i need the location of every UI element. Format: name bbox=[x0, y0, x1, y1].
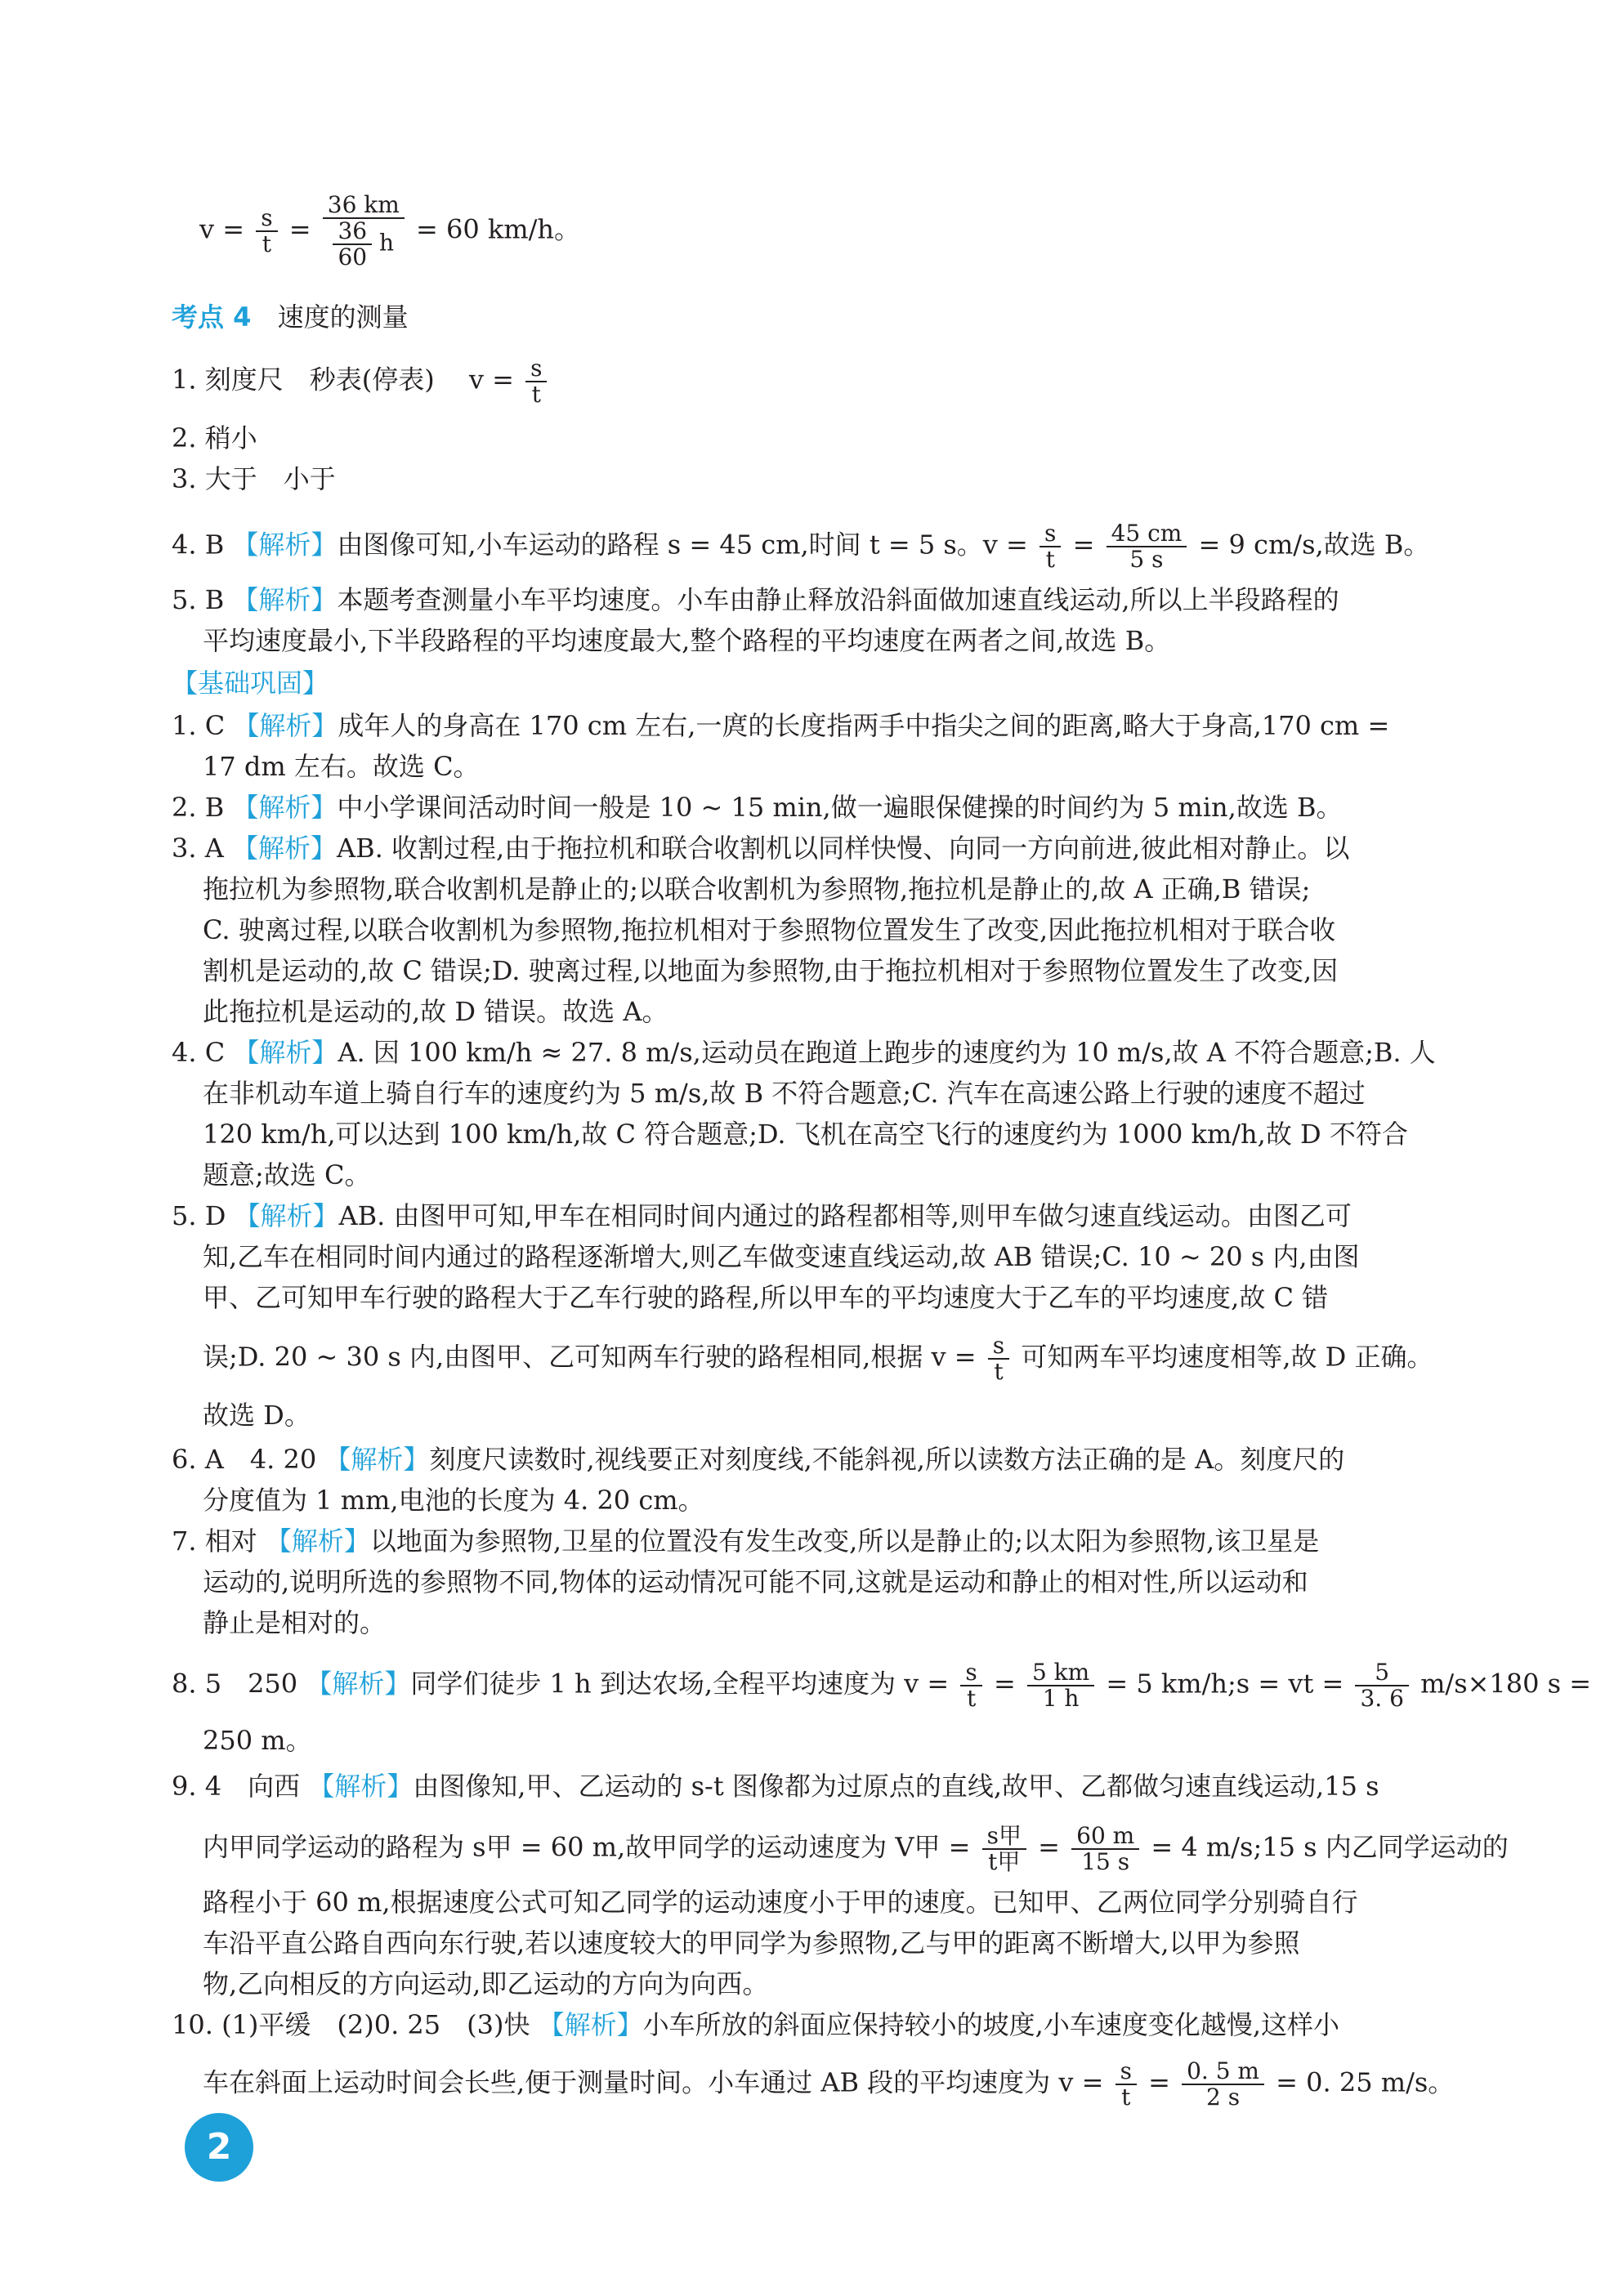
fraction bbox=[1107, 521, 1187, 572]
fraction bbox=[1355, 1660, 1408, 1711]
item-text: 平均速度最小,下半段路程的平均速度最大,整个路程的平均速度在两者之间,故选 B。 bbox=[203, 625, 1171, 656]
analysis-tag: 【解析】 bbox=[234, 1200, 339, 1231]
list-item bbox=[172, 789, 1342, 825]
analysis-tag: 【解析】 bbox=[306, 1668, 411, 1700]
analysis-tag: 【解析】 bbox=[232, 584, 338, 615]
frac-den: 3. 6 bbox=[1360, 1685, 1404, 1712]
item-text: 运动的,说明所选的参照物不同,物体的运动情况可能不同,这就是运动和静止的相对性,所以运动和 bbox=[203, 1566, 1308, 1597]
unit: h bbox=[379, 229, 395, 257]
item-text bbox=[203, 2059, 1454, 2110]
frac-num: 45 cm bbox=[1107, 521, 1187, 547]
fraction bbox=[1040, 521, 1061, 572]
fraction bbox=[1182, 2059, 1264, 2110]
item-text: 知,乙车在相同时间内通过的路程逐渐增大,则乙车做变速直线运动,故 AB 错误;C. 10 ~ 20 s 内,由图 bbox=[203, 1241, 1360, 1272]
fraction bbox=[525, 356, 547, 407]
analysis-tag: 【解析】 bbox=[265, 1525, 370, 1557]
frac-num: 60 m bbox=[1071, 1824, 1139, 1850]
list-item: 3. 大于 小于 bbox=[172, 463, 336, 494]
item-text: 250 m。 bbox=[203, 1725, 312, 1756]
frac-num: s bbox=[988, 1333, 1009, 1360]
item-text: 车沿平直公路自西向东行驶,若以速度较大的甲同学为参照物,乙与甲的距离不断增大,以甲为参照 bbox=[203, 1927, 1300, 1959]
item-text bbox=[203, 1824, 1509, 1874]
frac-num: s bbox=[960, 1660, 981, 1686]
item-text: 可知两车平均速度相等,故 D 正确。 bbox=[1021, 1341, 1433, 1373]
equals: = bbox=[1038, 1831, 1060, 1863]
item-text: 内甲同学运动的路程为 s甲 = 60 m,故甲同学的运动速度为 V甲 = bbox=[203, 1831, 971, 1863]
item-text: = 5 km/h;s = vt = bbox=[1106, 1668, 1344, 1700]
item-text: = 4 m/s;15 s 内乙同学运动的 bbox=[1151, 1831, 1509, 1863]
frac-num: s bbox=[525, 356, 547, 382]
list-item bbox=[172, 2007, 1339, 2043]
frac-num: 0. 5 m bbox=[1182, 2059, 1264, 2085]
list-item bbox=[172, 356, 550, 407]
analysis-tag: 【解析】 bbox=[231, 833, 337, 864]
item-text: 静止是相对的。 bbox=[203, 1607, 387, 1638]
section-title: 速度的测量 bbox=[277, 302, 409, 333]
item-number: 4. B bbox=[172, 529, 225, 561]
item-text: 由图像知,甲、乙运动的 s-t 图像都为过原点的直线,故甲、乙都做匀速直线运动,15 s bbox=[413, 1771, 1379, 1802]
frac-den: t bbox=[1121, 2084, 1131, 2111]
nested-fraction bbox=[333, 219, 372, 270]
fraction bbox=[1071, 1824, 1139, 1874]
list-item bbox=[172, 1034, 1436, 1070]
item-text: AB. 由图甲可知,甲车在相同时间内通过的路程都相等,则甲车做匀速直线运动。由图乙可 bbox=[338, 1200, 1352, 1231]
item-text: AB. 收割过程,由于拖拉机和联合收割机以同样快慢、向同一方向前进,彼此相对静止。以 bbox=[337, 833, 1350, 864]
frac-den: 2 s bbox=[1205, 2084, 1241, 2111]
equals: = bbox=[1148, 2066, 1170, 2098]
item-text: 分度值为 1 mm,电池的长度为 4. 20 cm。 bbox=[203, 1485, 704, 1516]
frac-den: t甲 bbox=[988, 1848, 1021, 1875]
item-text: = 9 cm/s,故选 B。 bbox=[1198, 529, 1430, 561]
item-number: 5. D bbox=[172, 1200, 226, 1231]
item-number: 3. A bbox=[172, 833, 224, 864]
section-heading bbox=[172, 299, 409, 335]
item-text: 物,乙向相反的方向运动,即乙运动的方向为向西。 bbox=[203, 1968, 769, 1999]
item-text: 以地面为参照物,卫星的位置没有发生改变,所以是静止的;以太阳为参照物,该卫星是 bbox=[369, 1525, 1320, 1557]
item-text: C. 驶离过程,以联合收割机为参照物,拖拉机相对于参照物位置发生了改变,因此拖拉机相对于联合收 bbox=[203, 914, 1336, 945]
item-number: 2. B bbox=[172, 792, 225, 823]
frac-den: t bbox=[531, 381, 541, 408]
fraction bbox=[256, 206, 277, 257]
frac-num: s bbox=[1040, 521, 1061, 547]
formula-v: v = bbox=[199, 213, 245, 245]
analysis-tag: 【解析】 bbox=[232, 529, 338, 561]
fraction bbox=[1116, 2059, 1137, 2110]
frac-den: 1 h bbox=[1042, 1685, 1080, 1712]
frac-den: t bbox=[994, 1358, 1004, 1385]
item-number: 7. 相对 bbox=[172, 1525, 257, 1557]
equals: = bbox=[288, 213, 311, 245]
frac-den: t bbox=[966, 1685, 977, 1712]
top-formula bbox=[199, 193, 580, 270]
equals: = bbox=[993, 1668, 1016, 1700]
frac-num: s甲 bbox=[982, 1824, 1026, 1850]
frac-num: 5 bbox=[1355, 1660, 1408, 1686]
frac-num: 36 km bbox=[323, 193, 405, 219]
basic-heading: 【基础巩固】 bbox=[172, 668, 329, 699]
item-text: 120 km/h,可以达到 100 km/h,故 C 符合题意;D. 飞机在高空飞行的速度约为 1000 km/h,故 D 不符合 bbox=[203, 1119, 1408, 1150]
list-item bbox=[172, 521, 1429, 572]
frac-den: 60 bbox=[338, 243, 368, 270]
item-text: 此拖拉机是运动的,故 D 错误。故选 A。 bbox=[203, 996, 668, 1027]
frac-num: s bbox=[256, 206, 277, 232]
result: = 60 km/h。 bbox=[415, 213, 580, 245]
frac-num: 36 bbox=[333, 219, 372, 245]
fraction bbox=[323, 193, 405, 270]
item-text: m/s×180 s = bbox=[1420, 1668, 1592, 1700]
item-text: 路程小于 60 m,根据速度公式可知乙同学的运动速度小于甲的速度。已知甲、乙两位同学分别骑自行 bbox=[203, 1887, 1358, 1918]
formula-v: v = bbox=[468, 364, 514, 395]
list-item bbox=[172, 1441, 1344, 1477]
item-text: 割机是运动的,故 C 错误;D. 驶离过程,以地面为参照物,由于拖拉机相对于参照物位置发生了改变,因 bbox=[203, 955, 1339, 986]
frac-num: 5 km bbox=[1027, 1660, 1094, 1686]
fraction bbox=[988, 1333, 1009, 1384]
item-text: 故选 D。 bbox=[203, 1400, 311, 1431]
item-text: 由图像可知,小车运动的路程 s = 45 cm,时间 t = 5 s。v = bbox=[337, 529, 1028, 561]
item-text: = 0. 25 m/s。 bbox=[1276, 2066, 1455, 2098]
item-text: 同学们徒步 1 h 到达农场,全程平均速度为 v = bbox=[410, 1668, 950, 1700]
list-item bbox=[172, 1198, 1352, 1234]
frac-den: t bbox=[1045, 546, 1055, 573]
item-text: A. 因 100 km/h ≈ 27. 8 m/s,运动员在跑道上跑步的速度约为 10 m/s,故 A 不符合题意;B. 人 bbox=[338, 1037, 1436, 1068]
analysis-tag: 【解析】 bbox=[233, 710, 338, 741]
list-item: 2. 稍小 bbox=[172, 422, 257, 453]
item-text: 题意;故选 C。 bbox=[203, 1159, 371, 1190]
equals: = bbox=[1072, 529, 1095, 561]
frac-den: 15 s bbox=[1081, 1848, 1130, 1875]
item-text: 拖拉机为参照物,联合收割机是静止的;以联合收割机为参照物,拖拉机是静止的,故 A 正确,B 错误; bbox=[203, 873, 1311, 905]
item-text: 17 dm 左右。故选 C。 bbox=[203, 751, 480, 782]
item-text: 本题考查测量小车平均速度。小车由静止释放沿斜面做加速直线运动,所以上半段路程的 bbox=[337, 584, 1339, 615]
list-item bbox=[172, 1523, 1319, 1559]
item-number: 4. C bbox=[172, 1037, 226, 1068]
page-number: 2 bbox=[185, 2113, 253, 2182]
frac-den bbox=[323, 219, 405, 270]
analysis-tag: 【解析】 bbox=[232, 792, 338, 823]
item-text: 小车所放的斜面应保持较小的坡度,小车速度变化越慢,这样小 bbox=[642, 2009, 1340, 2040]
analysis-tag: 【解析】 bbox=[538, 2009, 643, 2040]
item-number: 9. 4 向西 bbox=[172, 1771, 301, 1802]
fraction bbox=[960, 1660, 981, 1711]
item-text: 车在斜面上运动时间会长些,便于测量时间。小车通过 AB 段的平均速度为 v = bbox=[203, 2066, 1104, 2098]
item-number: 6. A 4. 20 bbox=[172, 1444, 317, 1475]
item-text: 误;D. 20 ~ 30 s 内,由图甲、乙可知两车行驶的路程相同,根据 v = bbox=[203, 1341, 977, 1373]
item-text: 甲、乙可知甲车行驶的路程大于乙车行驶的路程,所以甲车的平均速度大于乙车的平均速度,故 C 错 bbox=[203, 1282, 1329, 1313]
frac-den: t bbox=[262, 230, 272, 257]
analysis-tag: 【解析】 bbox=[308, 1771, 414, 1802]
item-text: 刻度尺读数时,视线要正对刻度线,不能斜视,所以读数方法正确的是 A。刻度尺的 bbox=[429, 1444, 1345, 1475]
item-text: 中小学课间活动时间一般是 10 ~ 15 min,做一遍眼保健操的时间约为 5 min,故选 B。 bbox=[337, 792, 1343, 823]
list-item bbox=[172, 582, 1339, 618]
analysis-tag: 【解析】 bbox=[324, 1444, 430, 1475]
list-item bbox=[172, 830, 1349, 866]
item-text: 在非机动车道上骑自行车的速度约为 5 m/s,故 B 不符合题意;C. 汽车在高速公路上行驶的速度不超过 bbox=[203, 1078, 1366, 1109]
item-number: 10. (1)平缓 (2)0. 25 (3)快 bbox=[172, 2009, 530, 2040]
list-item bbox=[172, 1660, 1591, 1711]
frac-den: 5 s bbox=[1129, 546, 1164, 573]
item-number: 1. C bbox=[172, 710, 226, 741]
item-number: 8. 5 250 bbox=[172, 1668, 298, 1700]
fraction bbox=[1027, 1660, 1094, 1711]
item-text: 1. 刻度尺 秒表(停表) bbox=[172, 364, 461, 395]
fraction bbox=[982, 1824, 1026, 1874]
list-item bbox=[172, 1768, 1379, 1804]
list-item bbox=[172, 708, 1389, 744]
section-label: 考点 4 bbox=[172, 302, 252, 333]
frac-num: s bbox=[1116, 2059, 1137, 2085]
analysis-tag: 【解析】 bbox=[233, 1037, 338, 1068]
item-text bbox=[203, 1333, 1433, 1384]
item-text: 成年人的身高在 170 cm 左右,一庹的长度指两手中指尖之间的距离,略大于身高,170 cm = bbox=[338, 710, 1390, 741]
item-number: 5. B bbox=[172, 584, 225, 615]
